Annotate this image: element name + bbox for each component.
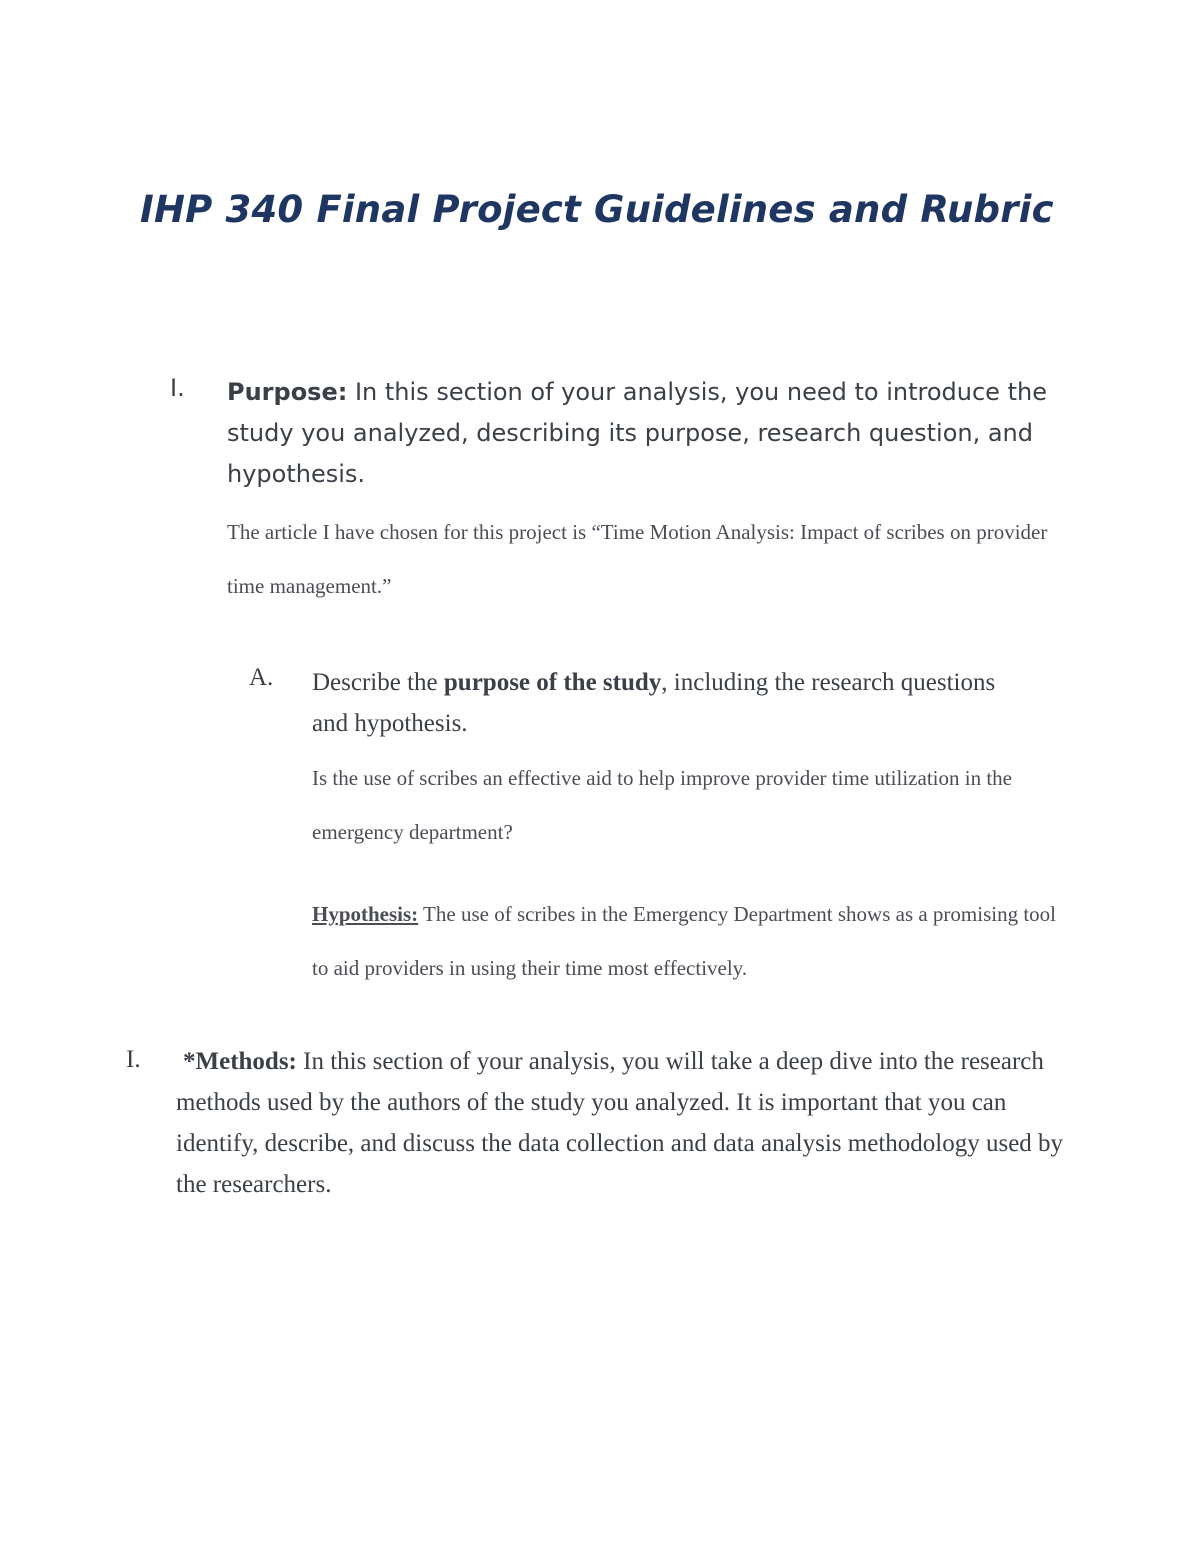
page-title: IHP 340 Final Project Guidelines and Rubric xyxy=(140,188,1054,231)
subsection-a-answer: Is the use of scribes an effective aid to help improve provider time utilization in the emergency department? xyxy=(312,766,1012,844)
section-1-prompt-text: In this section of your analysis, you need to introduce the study you analyzed, describing its purpose, research question, and hypothesis. xyxy=(227,378,1047,488)
section-2-prompt-text: In this section of your analysis, you will take a deep dive into the research methods used by the authors of the study you analyzed. It is important that you can identify, describe, and discuss the data collection and data analysis methodology used by the researchers. xyxy=(176,1048,1064,1198)
section-2-prompt xyxy=(176,1041,1076,1205)
subsection-a-letter: A. xyxy=(249,664,274,691)
section-1-answer: The article I have chosen for this project is “Time Motion Analysis: Impact of scribes on provider time management.” xyxy=(227,520,1048,598)
hypothesis-paragraph xyxy=(312,887,1072,995)
hypothesis-text: The use of scribes in the Emergency Department shows as a promising tool to aid providers in using their time most effectively. xyxy=(312,902,1057,980)
section-2-numeral: I. xyxy=(126,1046,141,1073)
subsection-a-prompt xyxy=(312,662,1012,744)
section-1-label: Purpose: xyxy=(227,378,348,406)
hypothesis-label: Hypothesis: xyxy=(312,902,419,926)
subsection-a-prompt-start: Describe the xyxy=(312,669,444,696)
subsection-a-prompt-end: , including the research questions and hypothesis. xyxy=(312,669,996,737)
section-2-label: *Methods: xyxy=(183,1048,297,1075)
section-1-prompt xyxy=(227,372,1077,495)
subsection-a-prompt-bold: purpose of the study xyxy=(443,669,662,696)
section-1-numeral: I. xyxy=(170,374,185,402)
